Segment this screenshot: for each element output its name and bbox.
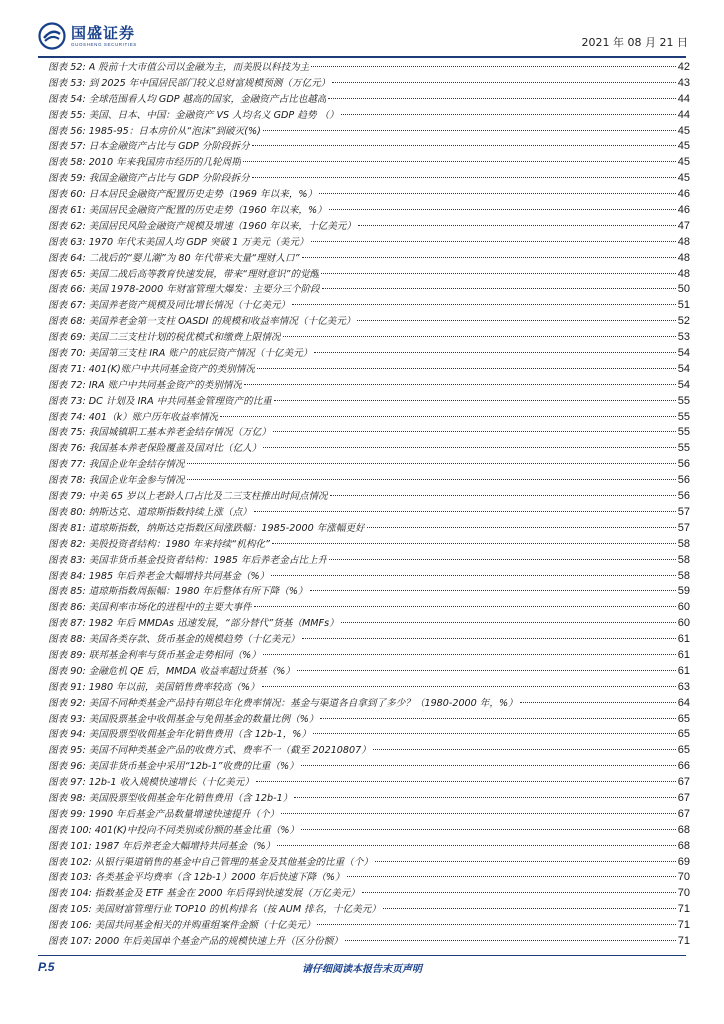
disclaimer-note: 请仔细阅读本报告末页声明 bbox=[302, 964, 422, 975]
toc-dot-leader bbox=[187, 479, 676, 480]
page-header bbox=[38, 22, 688, 54]
toc-entry-title: 我国金融资产占比与 GDP 分阶段拆分 bbox=[88, 173, 250, 185]
toc-entry[interactable] bbox=[48, 584, 690, 600]
toc-entry[interactable] bbox=[48, 696, 690, 712]
toc-entry-page: 58 bbox=[677, 569, 690, 582]
logo-english-name: GUOSHENG SECURITIES bbox=[71, 41, 137, 47]
toc-entry-page: 55 bbox=[677, 394, 690, 407]
toc-entry-page: 46 bbox=[677, 188, 690, 201]
toc-dot-leader bbox=[329, 559, 676, 560]
toc-entry[interactable] bbox=[48, 298, 690, 314]
toc-entry-label: 图表 56: bbox=[48, 125, 86, 137]
toc-entry-title: 美国 1978-2000 年财富管理大爆发：主要分三个阶段 bbox=[88, 284, 320, 296]
toc-entry-page: 65 bbox=[677, 728, 690, 741]
toc-entry[interactable] bbox=[48, 569, 690, 585]
toc-entry-label: 图表 95: bbox=[48, 745, 86, 757]
toc-dot-leader bbox=[341, 114, 676, 115]
toc-entry[interactable] bbox=[48, 886, 690, 902]
toc-entry[interactable] bbox=[48, 219, 690, 235]
toc-entry[interactable] bbox=[48, 743, 690, 759]
toc-entry-title: 1980 年以前，美国销售费率较高（%） bbox=[88, 681, 260, 693]
toc-entry-title: 联邦基金利率与货币基金走势相同（%） bbox=[88, 649, 261, 661]
toc-dot-leader bbox=[297, 670, 676, 671]
toc-entry[interactable] bbox=[48, 537, 690, 553]
toc-entry-page: 43 bbox=[677, 76, 690, 89]
toc-entry[interactable] bbox=[48, 108, 690, 124]
toc-entry-label: 图表 81: bbox=[48, 522, 86, 534]
toc-entry[interactable] bbox=[48, 680, 690, 696]
toc-dot-leader bbox=[302, 257, 676, 258]
toc-entry-title: DC 计划及 IRA 中共同基金管理资产的比重 bbox=[88, 395, 272, 407]
toc-entry-label: 图表 79: bbox=[48, 491, 86, 503]
toc-entry-page: 45 bbox=[677, 172, 690, 185]
toc-entry-page: 54 bbox=[677, 378, 690, 391]
report-date: 2021 年 08 月 21 日 bbox=[581, 36, 688, 49]
toc-entry-title: 我国城镇职工基本养老金结存情况（万亿） bbox=[88, 427, 271, 439]
toc-entry[interactable] bbox=[48, 330, 690, 346]
toc-entry-title: 美国共同基金相关的并购重组案件金额（十亿美元） bbox=[94, 920, 316, 932]
toc-dot-leader bbox=[283, 336, 676, 337]
toc-dot-leader bbox=[358, 225, 676, 226]
toc-entry-page: 57 bbox=[677, 505, 690, 518]
toc-entry-page: 55 bbox=[677, 410, 690, 423]
toc-entry-title: A 股前十大市值公司以金融为主，而美股以科技为主 bbox=[88, 62, 310, 73]
toc-entry-label: 图表 71: bbox=[48, 363, 86, 375]
toc-entry-label: 图表 53: bbox=[48, 77, 86, 89]
toc-entry-label: 图表 80: bbox=[48, 506, 86, 518]
toc-entry-title: 美股投资者结构：1980 年来持续“机构化” bbox=[88, 538, 270, 550]
toc-entry-page: 67 bbox=[677, 791, 690, 804]
toc-entry-label: 图表 96: bbox=[48, 761, 86, 773]
toc-entry-label: 图表 78: bbox=[48, 475, 86, 487]
toc-dot-leader bbox=[375, 861, 676, 862]
toc-dot-leader bbox=[243, 161, 676, 162]
toc-entry-label: 图表 86: bbox=[48, 602, 86, 614]
toc-entry-title: 美国财富管理行业 TOP10 的机构排名（按 AUM 排名，十亿美元） bbox=[94, 904, 381, 916]
toc-entry[interactable] bbox=[48, 203, 690, 219]
toc-entry-title: 美国居民金融资产配置的历史走势（1960 年以来，%） bbox=[88, 205, 327, 217]
toc-dot-leader bbox=[362, 892, 676, 893]
toc-entry[interactable] bbox=[48, 457, 690, 473]
toc-entry-label: 图表 70: bbox=[48, 348, 86, 360]
page-number: P.5 bbox=[38, 960, 55, 974]
toc-dot-leader bbox=[254, 606, 676, 607]
toc-dot-leader bbox=[187, 463, 676, 464]
toc-entry-title: 美国二战后高等教育快速发展，带来“理财意识”的觉醒 bbox=[88, 268, 320, 280]
toc-entry[interactable] bbox=[48, 934, 690, 950]
toc-entry-title: 1990 年后基金产品数量增速快速提升（个） bbox=[88, 808, 280, 820]
toc-entry-label: 图表 61: bbox=[48, 205, 86, 217]
toc-entry-page: 58 bbox=[677, 537, 690, 550]
toc-entry-title: 美国居民风险金融资产规模及增速（1960 年以来，十亿美元） bbox=[88, 220, 356, 232]
toc-entry-label: 图表 67: bbox=[48, 300, 86, 312]
toc-entry-label: 图表 65: bbox=[48, 268, 86, 280]
toc-entry[interactable] bbox=[48, 171, 690, 187]
toc-dot-leader bbox=[244, 384, 676, 385]
toc-entry-title: 1982 年后 MMDAs 迅速发展，“部分替代”货基（MMFs） bbox=[88, 618, 339, 630]
toc-dot-leader bbox=[257, 368, 676, 369]
toc-entry-title: 1987 年后养老金大幅增持共同基金（%） bbox=[94, 840, 276, 852]
toc-entry[interactable] bbox=[48, 441, 690, 457]
toc-entry[interactable] bbox=[48, 267, 690, 283]
toc-entry-title: 全球范围看人均 GDP 越高的国家，金融资产占比也越高 bbox=[88, 93, 327, 105]
toc-entry-title: 中美 65 岁以上老龄人口占比及二三支柱推出时间点情况 bbox=[88, 491, 328, 503]
toc-dot-leader bbox=[311, 66, 675, 67]
toc-entry-label: 图表 105: bbox=[48, 904, 92, 916]
toc-entry[interactable] bbox=[48, 823, 690, 839]
toc-entry-title: 到 2025 年中国居民部门较义总财富规模预测（万亿元） bbox=[88, 77, 331, 89]
toc-entry-page: 55 bbox=[677, 426, 690, 439]
toc-dot-leader bbox=[256, 781, 676, 782]
toc-entry-label: 图表 107: bbox=[48, 935, 92, 947]
toc-entry[interactable] bbox=[48, 139, 690, 155]
toc-entry[interactable] bbox=[48, 855, 690, 871]
toc-entry-page: 55 bbox=[677, 442, 690, 455]
toc-entry[interactable] bbox=[48, 60, 690, 76]
toc-entry-title: 2000 年后美国单个基金产品的规模快速上升（区分份额） bbox=[94, 935, 343, 947]
toc-entry-page: 57 bbox=[677, 521, 690, 534]
toc-entry[interactable] bbox=[48, 362, 690, 378]
footer-divider bbox=[38, 955, 686, 956]
toc-entry[interactable] bbox=[48, 187, 690, 203]
toc-entry-label: 图表 63: bbox=[48, 236, 86, 248]
guosheng-logo-icon bbox=[38, 22, 66, 50]
header-divider bbox=[38, 56, 686, 58]
toc-entry-label: 图表 85: bbox=[48, 586, 86, 598]
toc-entry-label: 图表 93: bbox=[48, 713, 86, 725]
toc-entry[interactable] bbox=[48, 839, 690, 855]
toc-entry-page: 48 bbox=[677, 251, 690, 264]
toc-entry-page: 56 bbox=[677, 458, 690, 471]
toc-entry[interactable] bbox=[48, 425, 690, 441]
toc-entry-title: 401(K)账户中共同基金资产的类别情况 bbox=[88, 363, 256, 375]
toc-entry[interactable] bbox=[48, 394, 690, 410]
toc-entry-title: 纳斯达克、道琼斯指数持续上涨（点） bbox=[88, 506, 252, 518]
toc-dot-leader bbox=[321, 273, 675, 274]
toc-dot-leader bbox=[301, 829, 676, 830]
toc-entry[interactable] bbox=[48, 314, 690, 330]
toc-entry-page: 48 bbox=[677, 267, 690, 280]
toc-entry-title: 美国利率市场化的进程中的主要大事件 bbox=[88, 602, 252, 614]
toc-dot-leader bbox=[357, 320, 675, 321]
toc-dot-leader bbox=[302, 638, 676, 639]
toc-entry-title: 美国股票型收佣基金年化销售费用（含 12b-1） bbox=[88, 792, 293, 804]
toc-dot-leader bbox=[328, 98, 675, 99]
toc-entry-label: 图表 106: bbox=[48, 920, 92, 932]
toc-dot-leader bbox=[329, 209, 676, 210]
toc-entry-label: 图表 87: bbox=[48, 618, 86, 630]
toc-entry-title: 金融危机 QE 后，MMDA 收益率超过货基（%） bbox=[88, 665, 295, 677]
toc-entry-title: 美国不同种类基金产品的收费方式、费率不一（截至 20210807） bbox=[88, 745, 371, 757]
toc-dot-leader bbox=[252, 145, 676, 146]
logo-chinese-name: 国盛证券 bbox=[71, 23, 136, 42]
toc-dot-leader bbox=[281, 813, 676, 814]
toc-entry-title: 从银行渠道销售的基金中自己管理的基金及其他基金的比重（个） bbox=[94, 856, 373, 868]
toc-entry-label: 图表 58: bbox=[48, 157, 86, 169]
toc-entry-title: IRA 账户中共同基金资产的类别情况 bbox=[88, 379, 243, 391]
toc-entry-title: 美国各类存款、货币基金的规模趋势（十亿美元） bbox=[88, 634, 300, 646]
toc-entry-label: 图表 66: bbox=[48, 284, 86, 296]
toc-entry-page: 61 bbox=[677, 664, 690, 677]
toc-dot-leader bbox=[294, 797, 675, 798]
toc-dot-leader bbox=[313, 733, 676, 734]
toc-entry-label: 图表 60: bbox=[48, 189, 86, 201]
toc-entry[interactable] bbox=[48, 870, 690, 886]
toc-entry[interactable] bbox=[48, 664, 690, 680]
toc-entry-label: 图表 103: bbox=[48, 872, 92, 884]
toc-entry[interactable] bbox=[48, 807, 690, 823]
toc-entry-title: 美国养老金第一支柱 OASDI 的规模和收益率情况（十亿美元） bbox=[88, 316, 356, 328]
toc-entry-label: 图表 76: bbox=[48, 443, 86, 455]
toc-dot-leader bbox=[252, 177, 676, 178]
toc-entry-page: 44 bbox=[677, 92, 690, 105]
toc-entry-label: 图表 69: bbox=[48, 332, 86, 344]
toc-entry-page: 52 bbox=[677, 315, 690, 328]
toc-entry[interactable] bbox=[48, 632, 690, 648]
toc-dot-leader bbox=[262, 686, 676, 687]
toc-entry-page: 61 bbox=[677, 633, 690, 646]
toc-entry-title: 日本金融资产占比与 GDP 分阶段拆分 bbox=[88, 141, 250, 153]
toc-dot-leader bbox=[310, 590, 676, 591]
toc-dot-leader bbox=[367, 527, 676, 528]
toc-entry[interactable] bbox=[48, 727, 690, 743]
toc-entry[interactable] bbox=[48, 155, 690, 171]
toc-entry[interactable] bbox=[48, 235, 690, 251]
toc-dot-leader bbox=[254, 511, 676, 512]
toc-entry-title: 美国养老资产规模及同比增长情况（十亿美元） bbox=[88, 300, 291, 312]
toc-dot-leader bbox=[320, 718, 675, 719]
toc-entry[interactable] bbox=[48, 76, 690, 92]
toc-entry-label: 图表 75: bbox=[48, 427, 86, 439]
toc-dot-leader bbox=[271, 575, 676, 576]
toc-entry-page: 67 bbox=[677, 776, 690, 789]
toc-entry[interactable] bbox=[48, 791, 690, 807]
company-logo bbox=[38, 22, 137, 50]
toc-entry-page: 68 bbox=[677, 823, 690, 836]
toc-dot-leader bbox=[273, 431, 676, 432]
toc-entry-title: 各类基金平均费率（含 12b-1）2000 年后快速下降（%） bbox=[94, 872, 345, 884]
toc-dot-leader bbox=[263, 447, 675, 448]
toc-dot-leader bbox=[520, 702, 676, 703]
toc-entry-label: 图表 99: bbox=[48, 808, 86, 820]
toc-entry[interactable] bbox=[48, 553, 690, 569]
toc-entry-label: 图表 72: bbox=[48, 379, 86, 391]
toc-entry-label: 图表 83: bbox=[48, 554, 86, 566]
toc-entry-title: 我国企业年金结存情况 bbox=[88, 459, 185, 471]
toc-dot-leader bbox=[330, 495, 676, 496]
toc-entry-label: 图表 82: bbox=[48, 538, 86, 550]
toc-entry-page: 58 bbox=[677, 553, 690, 566]
toc-entry-label: 图表 92: bbox=[48, 697, 86, 709]
toc-entry-label: 图表 84: bbox=[48, 570, 86, 582]
toc-dot-leader bbox=[373, 749, 676, 750]
toc-entry-page: 42 bbox=[677, 61, 690, 73]
toc-entry-title: 美国二三支柱计划的税优模式和缴费上限情况 bbox=[88, 332, 281, 344]
toc-dot-leader bbox=[317, 924, 675, 925]
toc-dot-leader bbox=[277, 845, 675, 846]
toc-dot-leader bbox=[322, 288, 676, 289]
toc-entry[interactable] bbox=[48, 918, 690, 934]
toc-entry-page: 50 bbox=[677, 283, 690, 296]
toc-entry-page: 66 bbox=[677, 760, 690, 773]
toc-entry-label: 图表 77: bbox=[48, 459, 86, 471]
toc-entry-label: 图表 104: bbox=[48, 888, 92, 900]
toc-entry-label: 图表 89: bbox=[48, 649, 86, 661]
toc-entry-page: 63 bbox=[677, 680, 690, 693]
toc-entry[interactable] bbox=[48, 282, 690, 298]
toc-entry-label: 图表 68: bbox=[48, 316, 86, 328]
toc-entry-title: 指数基金及 ETF 基金在 2000 年后得到快速发展（万亿美元） bbox=[94, 888, 360, 900]
toc-entry-label: 图表 55: bbox=[48, 109, 86, 121]
toc-entry-title: 美国第三支柱 IRA 账户的底层资产情况（十亿美元） bbox=[88, 348, 313, 360]
toc-entry-title: 1985 年后养老金大幅增持共同基金（%） bbox=[88, 570, 270, 582]
toc-entry-title: 美国股票型收佣基金年化销售费用（含 12b-1，%） bbox=[88, 729, 311, 741]
toc-dot-leader bbox=[263, 654, 676, 655]
toc-entry[interactable] bbox=[48, 616, 690, 632]
toc-entry-page: 70 bbox=[677, 887, 690, 900]
toc-dot-leader bbox=[332, 82, 675, 83]
toc-entry-label: 图表 100: bbox=[48, 824, 92, 836]
toc-entry-title: 1985-95：日本房价从“泡沫”到破灭(%) bbox=[88, 125, 261, 137]
toc-dot-leader bbox=[274, 400, 676, 401]
toc-entry[interactable] bbox=[48, 346, 690, 362]
toc-entry-title: 2010 年来我国房市经历的几轮周期 bbox=[88, 157, 241, 169]
toc-entry[interactable] bbox=[48, 712, 690, 728]
toc-entry-label: 图表 62: bbox=[48, 220, 86, 232]
toc-entry-page: 65 bbox=[677, 712, 690, 725]
toc-entry-label: 图表 102: bbox=[48, 856, 92, 868]
toc-entry-label: 图表 88: bbox=[48, 634, 86, 646]
toc-entry[interactable] bbox=[48, 600, 690, 616]
toc-entry-page: 45 bbox=[677, 140, 690, 153]
toc-entry-title: 美国股票基金中收佣基金与免佣基金的数量比例（%） bbox=[88, 713, 319, 725]
toc-entry-page: 59 bbox=[677, 585, 690, 598]
toc-entry-page: 61 bbox=[677, 648, 690, 661]
toc-entry-title: 道琼斯指数，纳斯达克指数区间涨跌幅：1985-2000 年涨幅更好 bbox=[88, 522, 365, 534]
toc-entry-label: 图表 74: bbox=[48, 411, 86, 423]
toc-entry-page: 67 bbox=[677, 807, 690, 820]
toc-dot-leader bbox=[272, 543, 676, 544]
toc-dot-leader bbox=[347, 876, 676, 877]
toc-entry-page: 47 bbox=[677, 219, 690, 232]
toc-entry-page: 53 bbox=[677, 331, 690, 344]
toc-entry-page: 70 bbox=[677, 871, 690, 884]
toc-entry-page: 48 bbox=[677, 235, 690, 248]
toc-entry-title: 401（k）账户历年收益率情况 bbox=[88, 411, 219, 423]
toc-entry-page: 51 bbox=[677, 299, 690, 312]
toc-entry-title: 我国基本养老保险覆盖及国对比（亿人） bbox=[88, 443, 262, 455]
toc-entry[interactable] bbox=[48, 759, 690, 775]
toc-entry-page: 60 bbox=[677, 601, 690, 614]
toc-dot-leader bbox=[263, 130, 676, 131]
toc-entry-title: 12b-1 收入规模快速增长（十亿美元） bbox=[88, 777, 254, 789]
toc-entry-title: 401(K)中投向不同类别或份额的基金比重（%） bbox=[94, 824, 300, 836]
toc-entry[interactable] bbox=[48, 902, 690, 918]
toc-entry-page: 69 bbox=[677, 855, 690, 868]
toc-dot-leader bbox=[220, 416, 676, 417]
toc-entry[interactable] bbox=[48, 378, 690, 394]
toc-entry-page: 65 bbox=[677, 744, 690, 757]
toc-entry[interactable] bbox=[48, 473, 690, 489]
toc-entry-label: 图表 52: bbox=[48, 62, 86, 73]
toc-entry[interactable] bbox=[48, 92, 690, 108]
toc-entry-page: 54 bbox=[677, 362, 690, 375]
toc-entry-title: 我国企业年金参与情况 bbox=[88, 475, 185, 487]
toc-entry-page: 60 bbox=[677, 617, 690, 630]
toc-entry-label: 图表 98: bbox=[48, 792, 86, 804]
toc-entry[interactable] bbox=[48, 505, 690, 521]
toc-entry-page: 56 bbox=[677, 490, 690, 503]
toc-entry-label: 图表 54: bbox=[48, 93, 86, 105]
toc-dot-leader bbox=[319, 193, 676, 194]
toc-entry-page: 54 bbox=[677, 347, 690, 360]
toc-dot-leader bbox=[383, 908, 676, 909]
toc-entry-label: 图表 91: bbox=[48, 681, 86, 693]
toc-entry-title: 美国不同种类基金产品持有期总年化费率情况：基金与渠道各自拿到了多少？（1980-2000 年，%） bbox=[88, 697, 518, 709]
toc-entry-label: 图表 59: bbox=[48, 173, 86, 185]
toc-dot-leader bbox=[301, 765, 676, 766]
toc-entry-page: 56 bbox=[677, 474, 690, 487]
toc-entry-label: 图表 64: bbox=[48, 252, 86, 264]
toc-entry-title: 日本居民金融资产配置历史走势（1969 年以来，%） bbox=[88, 189, 318, 201]
toc-entry-label: 图表 57: bbox=[48, 141, 86, 153]
toc-entry[interactable] bbox=[48, 775, 690, 791]
toc-entry[interactable] bbox=[48, 489, 690, 505]
toc-dot-leader bbox=[292, 304, 676, 305]
toc-entry-title: 美国、日本、中国：金融资产 VS 人均名义 GDP 趋势 （） bbox=[88, 109, 339, 121]
toc-entry-page: 46 bbox=[677, 204, 690, 217]
toc-dot-leader bbox=[311, 241, 676, 242]
toc-entry[interactable] bbox=[48, 521, 690, 537]
toc-entry-page: 64 bbox=[677, 696, 690, 709]
toc-entry-page: 68 bbox=[677, 839, 690, 852]
toc-entry-page: 71 bbox=[677, 919, 690, 932]
toc-entry-title: 二战后的“婴儿潮”为 80 年代带来大量“理财人口” bbox=[88, 252, 300, 264]
toc-entry[interactable] bbox=[48, 648, 690, 664]
toc-entry-page: 71 bbox=[677, 903, 690, 916]
toc-entry-title: 美国非货币基金投资者结构：1985 年后养老金占比上升 bbox=[88, 554, 328, 566]
toc-entry-label: 图表 90: bbox=[48, 665, 86, 677]
toc-entry[interactable] bbox=[48, 124, 690, 140]
toc-entry-page: 71 bbox=[677, 934, 690, 947]
toc-entry-title: 1970 年代末美国人均 GDP 突破 1 万美元（美元） bbox=[88, 236, 309, 248]
toc-entry-page: 44 bbox=[677, 108, 690, 121]
toc-dot-leader bbox=[314, 352, 675, 353]
toc-entry-label: 图表 73: bbox=[48, 395, 86, 407]
figure-index-list bbox=[48, 60, 690, 950]
toc-entry-label: 图表 94: bbox=[48, 729, 86, 741]
toc-dot-leader bbox=[345, 940, 676, 941]
toc-entry-page: 45 bbox=[677, 124, 690, 137]
toc-entry-title: 道琼斯指数周振幅：1980 年后整体有所下降（%） bbox=[88, 586, 308, 598]
toc-entry-title: 美国非货币基金中采用“12b-1”收费的比重（%） bbox=[88, 761, 299, 773]
toc-dot-leader bbox=[341, 622, 676, 623]
toc-entry[interactable] bbox=[48, 251, 690, 267]
toc-entry-page: 45 bbox=[677, 156, 690, 169]
toc-entry[interactable] bbox=[48, 410, 690, 426]
toc-entry-label: 图表 97: bbox=[48, 777, 86, 789]
toc-entry-label: 图表 101: bbox=[48, 840, 92, 852]
